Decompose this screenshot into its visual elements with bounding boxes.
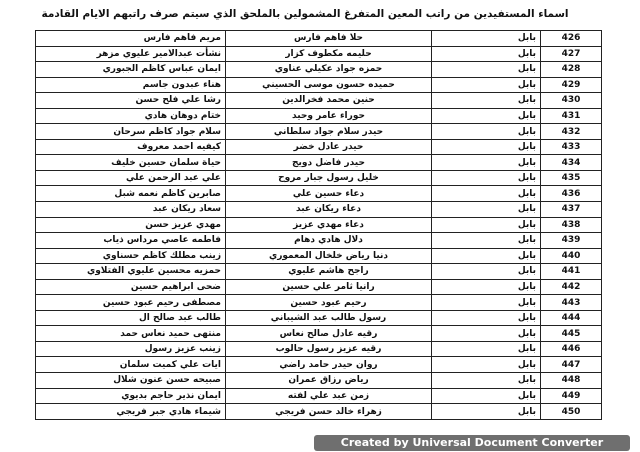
cell-row-number: 440 [541, 248, 602, 264]
cell-employee-name: رحيم عبود حسين [226, 295, 432, 311]
cell-beneficiary-name: مهدي عزيز حسن [36, 217, 226, 233]
cell-employee-name: حيدر عادل خضر [226, 139, 432, 155]
cell-beneficiary-name: منتهى حميد نعاس حمد [36, 326, 226, 342]
cell-governorate: بابل [432, 77, 541, 93]
cell-employee-name: رسول طالب عبد الشيباني [226, 310, 432, 326]
cell-employee-name: دعاء مهدي عزيز [226, 217, 432, 233]
cell-row-number: 432 [541, 124, 602, 140]
table-row [36, 155, 602, 171]
cell-row-number: 429 [541, 77, 602, 93]
cell-row-number: 444 [541, 310, 602, 326]
table-row [36, 31, 602, 47]
table-row [36, 404, 602, 420]
cell-governorate: بابل [432, 108, 541, 124]
cell-employee-name: دنيا رياض خلخال المعموري [226, 248, 432, 264]
table-row [36, 233, 602, 249]
cell-governorate: بابل [432, 31, 541, 47]
cell-beneficiary-name: رشا علي فلح حسن [36, 93, 226, 109]
cell-governorate: بابل [432, 46, 541, 62]
cell-employee-name: دلال هادي دهام [226, 233, 432, 249]
cell-governorate: بابل [432, 404, 541, 420]
cell-beneficiary-name: زينب مطلك كاظم حسناوي [36, 248, 226, 264]
table-row [36, 326, 602, 342]
table-row [36, 77, 602, 93]
table-row [36, 341, 602, 357]
table-body [36, 31, 602, 420]
table-row [36, 170, 602, 186]
cell-governorate: بابل [432, 248, 541, 264]
table-row [36, 295, 602, 311]
cell-governorate: بابل [432, 388, 541, 404]
cell-row-number: 438 [541, 217, 602, 233]
table-row [36, 186, 602, 202]
table-row [36, 388, 602, 404]
cell-beneficiary-name: حياة سلمان حسين خليف [36, 155, 226, 171]
table-row [36, 217, 602, 233]
cell-row-number: 437 [541, 202, 602, 218]
cell-beneficiary-name: مصطفى رحيم عبود حسين [36, 295, 226, 311]
cell-row-number: 434 [541, 155, 602, 171]
cell-governorate: بابل [432, 170, 541, 186]
table-row [36, 202, 602, 218]
cell-governorate: بابل [432, 357, 541, 373]
cell-employee-name: دعاء حسين علي [226, 186, 432, 202]
table-row [36, 373, 602, 389]
cell-row-number: 441 [541, 264, 602, 280]
table-row [36, 279, 602, 295]
cell-employee-name: زمن عبد علي لفته [226, 388, 432, 404]
cell-employee-name: حليمه مكطوف كزار [226, 46, 432, 62]
cell-employee-name: زهراء خالد حسن فريجي [226, 404, 432, 420]
cell-governorate: بابل [432, 279, 541, 295]
cell-employee-name: حوراء عامر وحيد [226, 108, 432, 124]
cell-employee-name: راجح هاشم عليوي [226, 264, 432, 280]
table-row [36, 248, 602, 264]
cell-beneficiary-name: صابرين كاظم نعمه شبل [36, 186, 226, 202]
cell-row-number: 433 [541, 139, 602, 155]
cell-beneficiary-name: ايمان نذير حاجم بديوي [36, 388, 226, 404]
cell-beneficiary-name: زينب عزيز رسول [36, 341, 226, 357]
table-row [36, 310, 602, 326]
cell-governorate: بابل [432, 233, 541, 249]
cell-row-number: 427 [541, 46, 602, 62]
cell-employee-name: رقيه عادل صالح نعاس [226, 326, 432, 342]
cell-row-number: 448 [541, 373, 602, 389]
cell-employee-name: رانيا ثامر علي حسين [226, 279, 432, 295]
table-row [36, 62, 602, 78]
cell-row-number: 445 [541, 326, 602, 342]
cell-employee-name: رقيه عزيز رسول حالوب [226, 341, 432, 357]
cell-employee-name: حلا فاهم فارس [226, 31, 432, 47]
cell-row-number: 442 [541, 279, 602, 295]
cell-governorate: بابل [432, 295, 541, 311]
cell-beneficiary-name: كيفيه احمد معروف [36, 139, 226, 155]
cell-employee-name: حمزه جواد عكيلي عناوي [226, 62, 432, 78]
cell-employee-name: روان حيدر حامد راضي [226, 357, 432, 373]
cell-beneficiary-name: فاطمه عاصي مرداس ذياب [36, 233, 226, 249]
cell-governorate: بابل [432, 202, 541, 218]
cell-beneficiary-name: ايات علي كميت سلمان [36, 357, 226, 373]
cell-governorate: بابل [432, 373, 541, 389]
cell-row-number: 439 [541, 233, 602, 249]
cell-row-number: 443 [541, 295, 602, 311]
cell-row-number: 449 [541, 388, 602, 404]
cell-governorate: بابل [432, 186, 541, 202]
table-row [36, 93, 602, 109]
cell-row-number: 435 [541, 170, 602, 186]
cell-row-number: 446 [541, 341, 602, 357]
cell-row-number: 447 [541, 357, 602, 373]
cell-employee-name: حميده حسون موسى الحسيني [226, 77, 432, 93]
cell-row-number: 428 [541, 62, 602, 78]
table-row [36, 124, 602, 140]
cell-employee-name: حنين محمد فخرالدين [226, 93, 432, 109]
cell-beneficiary-name: صبيحه حسن عنون شلال [36, 373, 226, 389]
cell-beneficiary-name: طالب عبد صالح ال [36, 310, 226, 326]
cell-governorate: بابل [432, 326, 541, 342]
cell-employee-name: حيدر فاضل دويج [226, 155, 432, 171]
cell-row-number: 426 [541, 31, 602, 47]
cell-governorate: بابل [432, 124, 541, 140]
cell-employee-name: حيدر سلام جواد سلطاني [226, 124, 432, 140]
table-row [36, 357, 602, 373]
cell-employee-name: دعاء ريكان عبد [226, 202, 432, 218]
cell-beneficiary-name: شيماء هادي جبر فريجي [36, 404, 226, 420]
table-row [36, 46, 602, 62]
cell-governorate: بابل [432, 310, 541, 326]
cell-governorate: بابل [432, 217, 541, 233]
cell-beneficiary-name: نشأت عبدالامير عليوي مزهر [36, 46, 226, 62]
cell-beneficiary-name: علي عبد الرحمن علي [36, 170, 226, 186]
table-row [36, 108, 602, 124]
cell-governorate: بابل [432, 93, 541, 109]
cell-governorate: بابل [432, 155, 541, 171]
cell-beneficiary-name: سلام جواد كاظم سرحان [36, 124, 226, 140]
table-row [36, 139, 602, 155]
cell-beneficiary-name: ضحى ابراهيم حسين [36, 279, 226, 295]
cell-row-number: 450 [541, 404, 602, 420]
table-row [36, 264, 602, 280]
cell-beneficiary-name: مريم فاهم فارس [36, 31, 226, 47]
cell-governorate: بابل [432, 264, 541, 280]
cell-employee-name: خليل رسول جبار مروح [226, 170, 432, 186]
cell-beneficiary-name: ختام دوهان هادي [36, 108, 226, 124]
cell-row-number: 430 [541, 93, 602, 109]
cell-employee-name: رياض رزاق عمران [226, 373, 432, 389]
cell-governorate: بابل [432, 139, 541, 155]
converter-watermark: Created by Universal Document Converter [314, 435, 630, 451]
cell-governorate: بابل [432, 341, 541, 357]
cell-beneficiary-name: سعاد ريكان عبد [36, 202, 226, 218]
cell-beneficiary-name: هناء عبدون جاسم [36, 77, 226, 93]
document-title: اسماء المستفيدين من راتب المعين المتفرغ المشمولين بالملحق الذي سيتم صرف راتبهم الايام القادمة [41, 8, 569, 20]
cell-row-number: 431 [541, 108, 602, 124]
cell-beneficiary-name: ايمان عباس كاظم الجبوري [36, 62, 226, 78]
cell-beneficiary-name: حمزيه محسين عليوي الفتلاوي [36, 264, 226, 280]
beneficiaries-table [35, 30, 602, 420]
cell-governorate: بابل [432, 62, 541, 78]
cell-row-number: 436 [541, 186, 602, 202]
